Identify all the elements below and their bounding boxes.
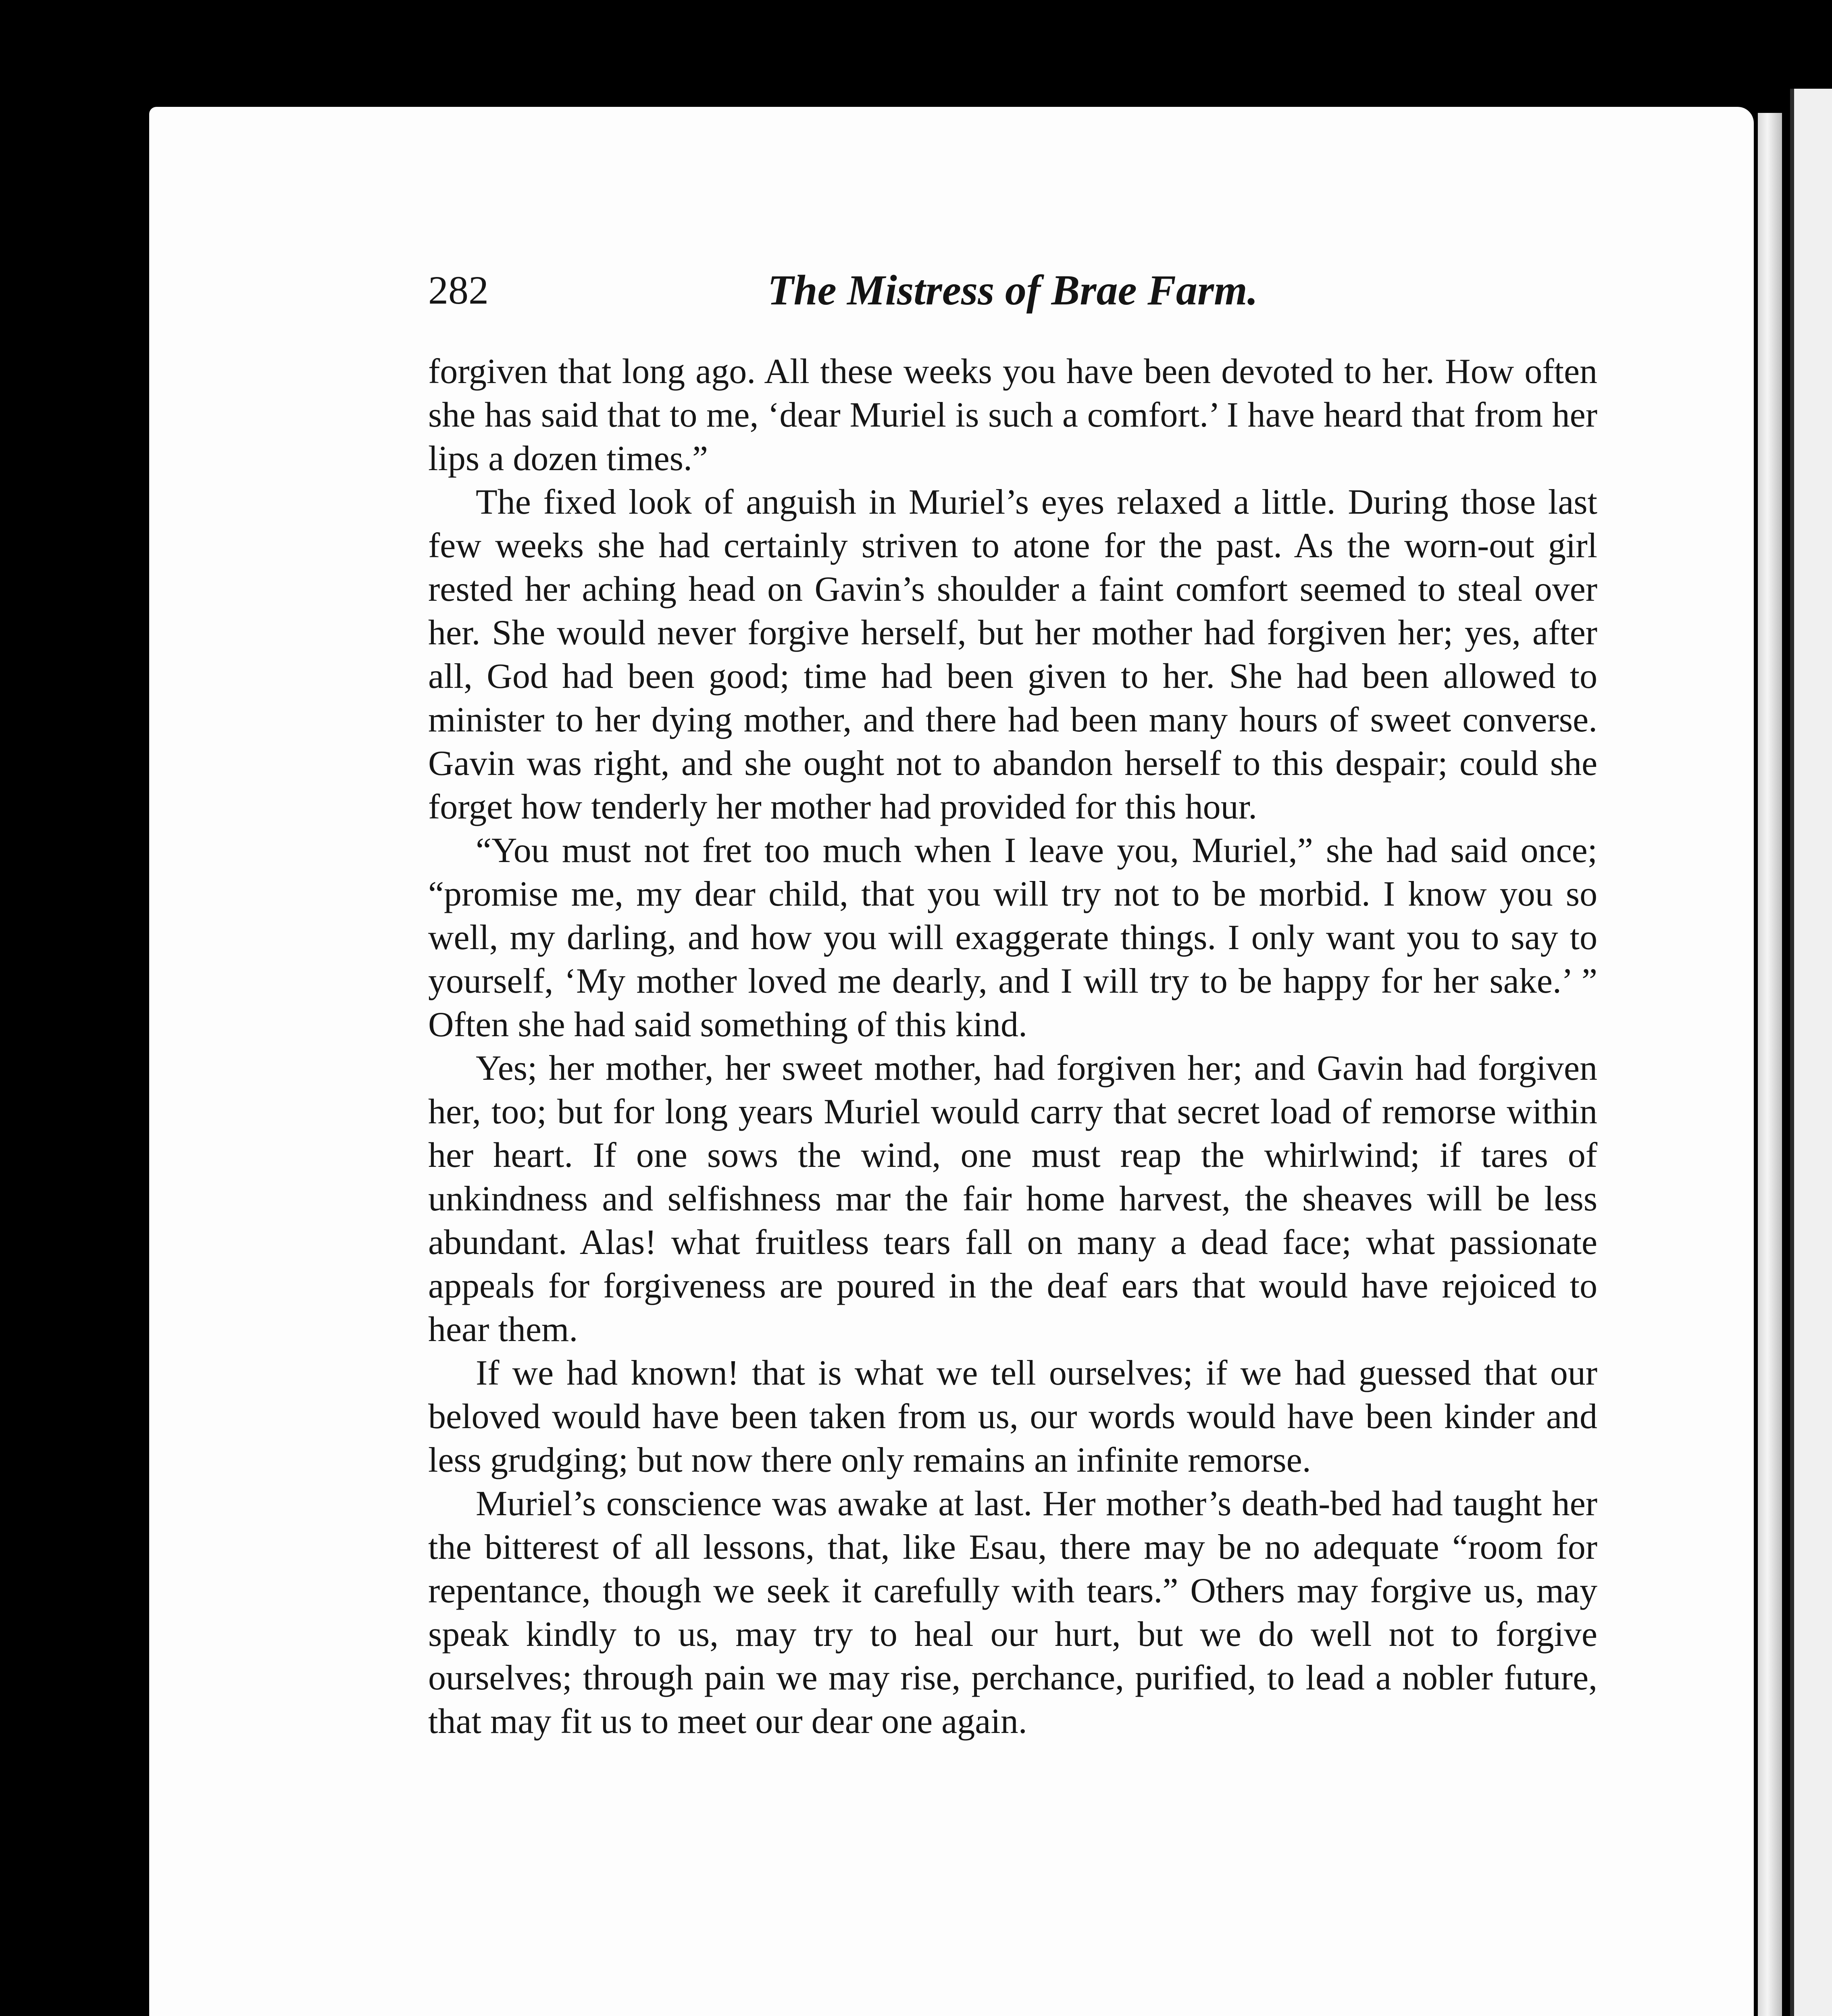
page-number: 282 [428,268,489,312]
paragraph: Muriel’s conscience was awake at last. Her mother’s death-bed had taught her the bitterest of all lessons, that, like Esau, there may be no adequate “room for repentance, though we seek it carefully with tears.” Others may forgive us, may speak kindly to us, may try to heal our hurt, but we do well not to forgive ourselves; through pain we may rise, perchance, purified, to lead a nobler future, that may fit us to meet our dear one again. [428,1484,1597,1741]
adjacent-page-strip [1790,89,1832,2016]
running-head [428,262,1597,319]
paragraph: If we had known! that is what we tell ourselves; if we had guessed that our beloved would have been taken from us, our words would have been kinder and less grudging; but now there only remains an infinite remorse. [428,1354,1597,1480]
continuation-note [428,2012,1597,2016]
running-title: The Mistress of Brae Farm. [767,267,1258,314]
paragraph: The fixed look of anguish in Muriel’s eyes relaxed a little. During those last few weeks she had certainly striven to atone for the past. As the worn-out girl rested her aching head on Gavin’s shoulder a faint comfort seemed to steal over her. She would never forgive herself, but her mother had forgiven her; yes, after all, God had been good; time had been given to her. She had been allowed to minister to her dying mother, and there had been many hours of sweet converse. Gavin was right, and she ought not to abandon herself to this despair; could she forget how tenderly her mother had provided for this hour. [428,483,1597,827]
body-text [428,350,1597,1743]
paragraph: Yes; her mother, her sweet mother, had forgiven her; and Gavin had forgiven her, too; but for long years Muriel would carry that secret load of remorse within her heart. If one sows the wind, one must reap the whirlwind; if tares of unkindness and selfishness mar the fair home harvest, the sheaves will be less abundant. Alas! what fruitless tears fall on many a dead face; what passionate appeals for forgiveness are poured in the deaf ears that would have rejoiced to hear them. [428,1049,1597,1349]
page-edge [1758,113,1782,2016]
paragraph: “You must not fret too much when I leave you, Muriel,” she had said once; “promise me, my dear child, that you will try not to be morbid. I know you so well, my darling, and how you will exaggerate things. I only want you to say to yourself, ‘My mother loved me dearly, and I will try to be happy for her sake.’ ” Often she had said something of this kind. [428,831,1597,1044]
paragraph: forgiven that long ago. All these weeks you have been devoted to her. How often she has said that to me, ‘dear Muriel is such a comfort.’ I have heard that from her lips a dozen times.” [428,352,1597,478]
